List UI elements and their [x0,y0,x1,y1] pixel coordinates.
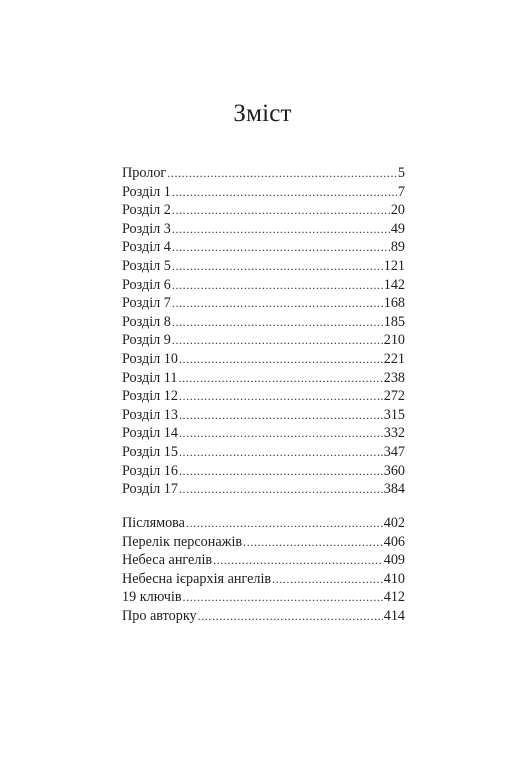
toc-entry-page: 89 [390,239,405,256]
toc-title: Зміст [233,100,292,127]
toc-entry [122,164,405,183]
toc-entry-label: Розділ 7 [122,295,171,312]
toc-entry [122,238,405,257]
toc-leader-dots [172,183,397,202]
toc-entry [122,183,405,202]
toc-leader-dots [243,533,383,552]
toc-entry [122,443,405,462]
toc-entry-label: Розділ 11 [122,369,178,386]
toc-leader-dots [183,588,383,607]
toc-entry-label: Розділ 6 [122,276,171,293]
toc-entry [122,276,405,295]
toc-entry [122,201,405,220]
toc-leader-dots [167,164,397,183]
toc-leader-dots [172,257,383,276]
toc-entry [122,533,405,552]
toc-entry [122,313,405,332]
toc-entry [122,350,405,369]
toc-entry-label: 19 ключів [122,589,182,606]
toc-entry-page: 347 [383,443,405,460]
toc-entry [122,607,405,626]
toc-entry [122,462,405,481]
toc-entry-label: Про авторку [122,607,197,624]
toc-leader-dots [172,276,383,295]
toc-leader-dots [198,607,383,626]
toc-leader-dots [172,294,383,313]
toc-entry-page: 414 [383,607,405,624]
toc-entry-page: 49 [390,220,405,237]
toc-entry [122,257,405,276]
toc-leader-dots [213,551,383,570]
toc-leader-dots [179,350,383,369]
toc-entry-page: 221 [383,350,405,367]
toc-entry-label: Розділ 3 [122,220,171,237]
toc-entry-page: 20 [390,202,405,219]
toc-leader-dots [179,480,383,499]
toc-entry [122,294,405,313]
toc-entry [122,514,405,533]
toc-entry-page: 332 [383,425,405,442]
toc-leader-dots [172,331,383,350]
toc-entry-label: Розділ 4 [122,239,171,256]
toc-entry [122,369,405,388]
toc-leader-dots [179,424,383,443]
toc-entry-page: 210 [383,332,405,349]
toc-appendix-list [122,514,405,626]
toc-entry-label: Небесна ієрархія ангелів [122,570,272,587]
toc-entry-label: Розділ 12 [122,388,178,405]
toc-leader-dots [179,443,383,462]
toc-entry [122,331,405,350]
toc-entry [122,406,405,425]
toc-entry [122,424,405,443]
toc-entry-label: Післямова [122,515,185,531]
toc-entry-label: Небеса ангелів [122,552,213,569]
toc-entry-page: 121 [383,257,405,274]
toc-entry [122,387,405,406]
toc-entry-label: Розділ 15 [122,443,178,460]
toc-entry-page: 412 [383,589,405,606]
toc-leader-dots [172,238,390,257]
toc-entry-page: 185 [383,313,405,330]
toc-entry [122,220,405,239]
toc-leader-dots [272,570,383,589]
toc-entry-label: Розділ 14 [122,425,178,442]
toc-entry [122,570,405,589]
toc-leader-dots [178,369,382,388]
toc-entry-page: 402 [383,515,405,531]
toc-entry-page: 360 [383,462,405,479]
toc-leader-dots [172,313,383,332]
toc-entry-page: 142 [383,276,405,293]
toc-entry [122,480,405,499]
toc-entry-page: 406 [383,533,405,550]
toc-entry-page: 238 [383,369,405,386]
toc-leader-dots [179,462,383,481]
toc-leader-dots [186,514,383,533]
toc-entry-label: Розділ 10 [122,350,178,367]
toc-chapters-list [122,164,405,499]
toc-entry-label: Розділ 13 [122,406,178,423]
toc-entry-page: 168 [383,295,405,312]
toc-entry-label: Розділ 17 [122,481,178,498]
toc-entry-label: Розділ 1 [122,183,171,200]
toc-entry-page: 409 [383,552,405,569]
toc-leader-dots [172,220,390,239]
toc-entry-label: Розділ 9 [122,332,171,349]
toc-entry-label: Розділ 8 [122,313,171,330]
toc-entry-page: 315 [383,406,405,423]
toc-entry [122,588,405,607]
toc-entry-label: Розділ 2 [122,202,171,219]
toc-leader-dots [172,201,390,220]
toc-leader-dots [179,406,383,425]
toc-leader-dots [179,387,383,406]
toc-entry-label: Розділ 5 [122,257,171,274]
toc-entry-label: Розділ 16 [122,462,178,479]
toc-entry-page: 5 [397,165,405,181]
toc-entry [122,551,405,570]
toc-entry-label: Пролог [122,165,167,181]
toc-entry-label: Перелік персонажів [122,533,243,550]
toc-entry-page: 384 [383,481,405,498]
toc-entry-page: 272 [383,388,405,405]
toc-entry-page: 410 [383,570,405,587]
toc-entry-page: 7 [397,183,405,200]
